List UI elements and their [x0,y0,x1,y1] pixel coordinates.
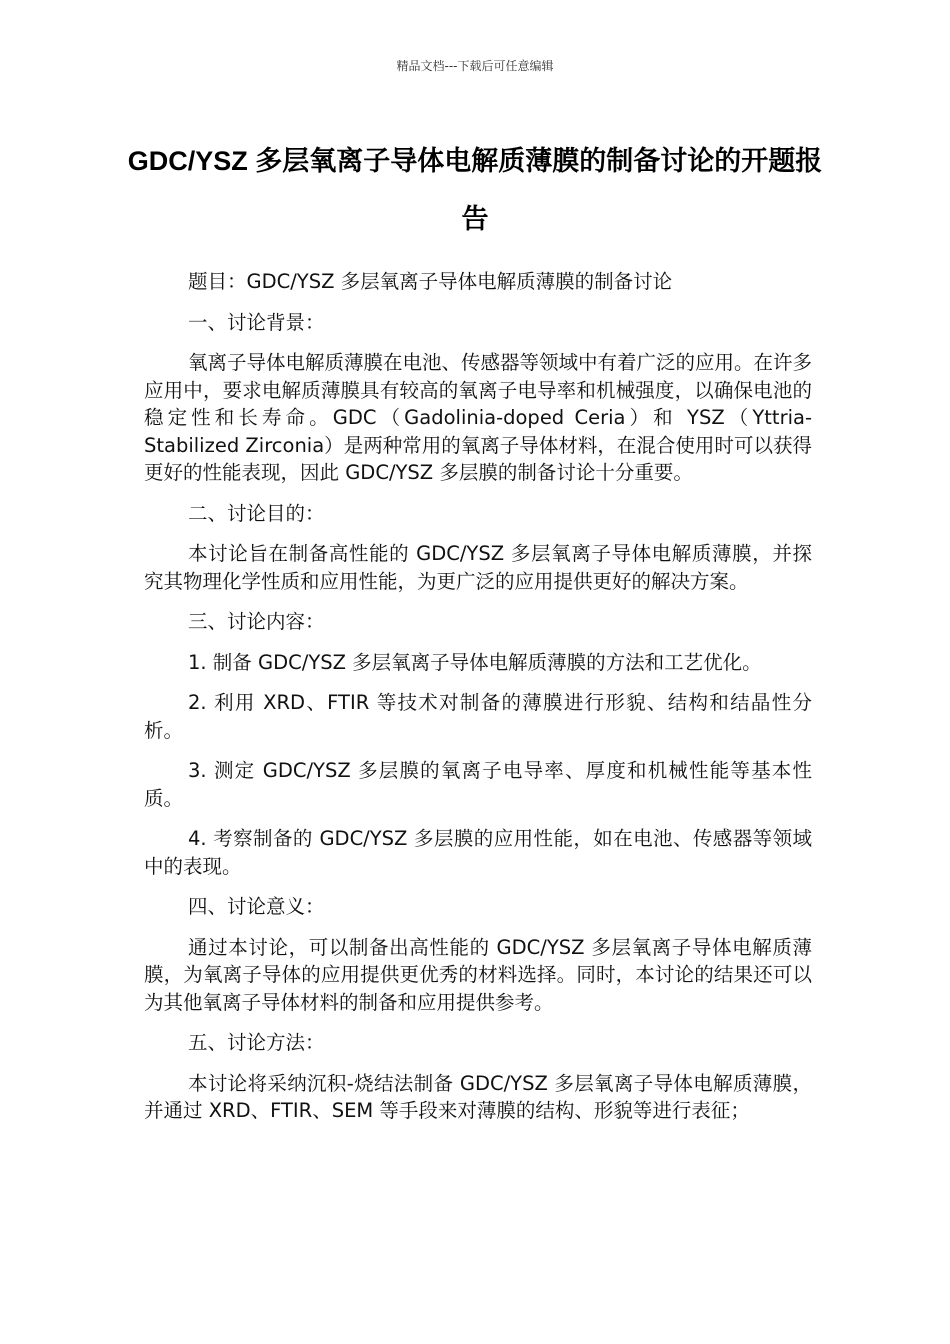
document-body [144,268,812,1138]
section-heading-method: 五、讨论方法： [188,1031,325,1054]
content-item-2: 2. 利用 XRD、FTIR 等技术对制备的薄膜进行形貌、结构和结晶性分析。 [144,691,812,742]
subject-line: 题目：GDC/YSZ 多层氧离子导体电解质薄膜的制备讨论 [188,270,673,293]
section-heading-content: 三、讨论内容： [188,610,325,633]
method-paragraph: 本讨论将采纳沉积-烧结法制备 GDC/YSZ 多层氧离子导体电解质薄膜，并通过 XRD、FTIR、SEM 等手段来对薄膜的结构、形貌等进行表征； [144,1071,812,1122]
content-item-4: 4. 考察制备的 GDC/YSZ 多层膜的应用性能，如在电池、传感器等领域中的表现。 [144,827,812,878]
background-paragraph: 氧离子导体电解质薄膜在电池、传感器等领域中有着广泛的应用。在许多应用中，要求电解质薄膜具有较高的氧离子电导率和机械强度，以确保电池的稳定性和长寿命。GDC（Gadolinia-doped Ceria）和 YSZ（Yttria-Stabilized Zirconia）是两种常用的氧离子导体材料，在混合使用时可以获得更好的性能表现，因此 GDC/YSZ 多层膜的制备讨论十分重要。 [144,351,813,484]
document-title: GDC/YSZ 多层氧离子导体电解质薄膜的制备讨论的开题报告 [127,146,823,234]
section-heading-background: 一、讨论背景： [188,310,325,334]
page-header-note: 精品文档---下载后可任意编辑 [396,59,554,73]
purpose-paragraph: 本讨论旨在制备高性能的 GDC/YSZ 多层氧离子导体电解质薄膜，并探究其物理化学性质和应用性能，为更广泛的应用提供更好的解决方案。 [144,542,812,593]
significance-paragraph: 通过本讨论，可以制备出高性能的 GDC/YSZ 多层氧离子导体电解质薄膜，为氧离子导体的应用提供更优秀的材料选择。同时，本讨论的结果还可以为其他氧离子导体材料的制备和应用提供参考。 [144,935,812,1014]
section-heading-significance: 四、讨论意义： [188,895,325,918]
content-item-1: 1. 制备 GDC/YSZ 多层氧离子导体电解质薄膜的方法和工艺优化。 [188,650,762,674]
content-item-3: 3. 测定 GDC/YSZ 多层膜的氧离子电导率、厚度和机械性能等基本性质。 [144,759,812,810]
section-heading-purpose: 二、讨论目的： [188,501,325,525]
